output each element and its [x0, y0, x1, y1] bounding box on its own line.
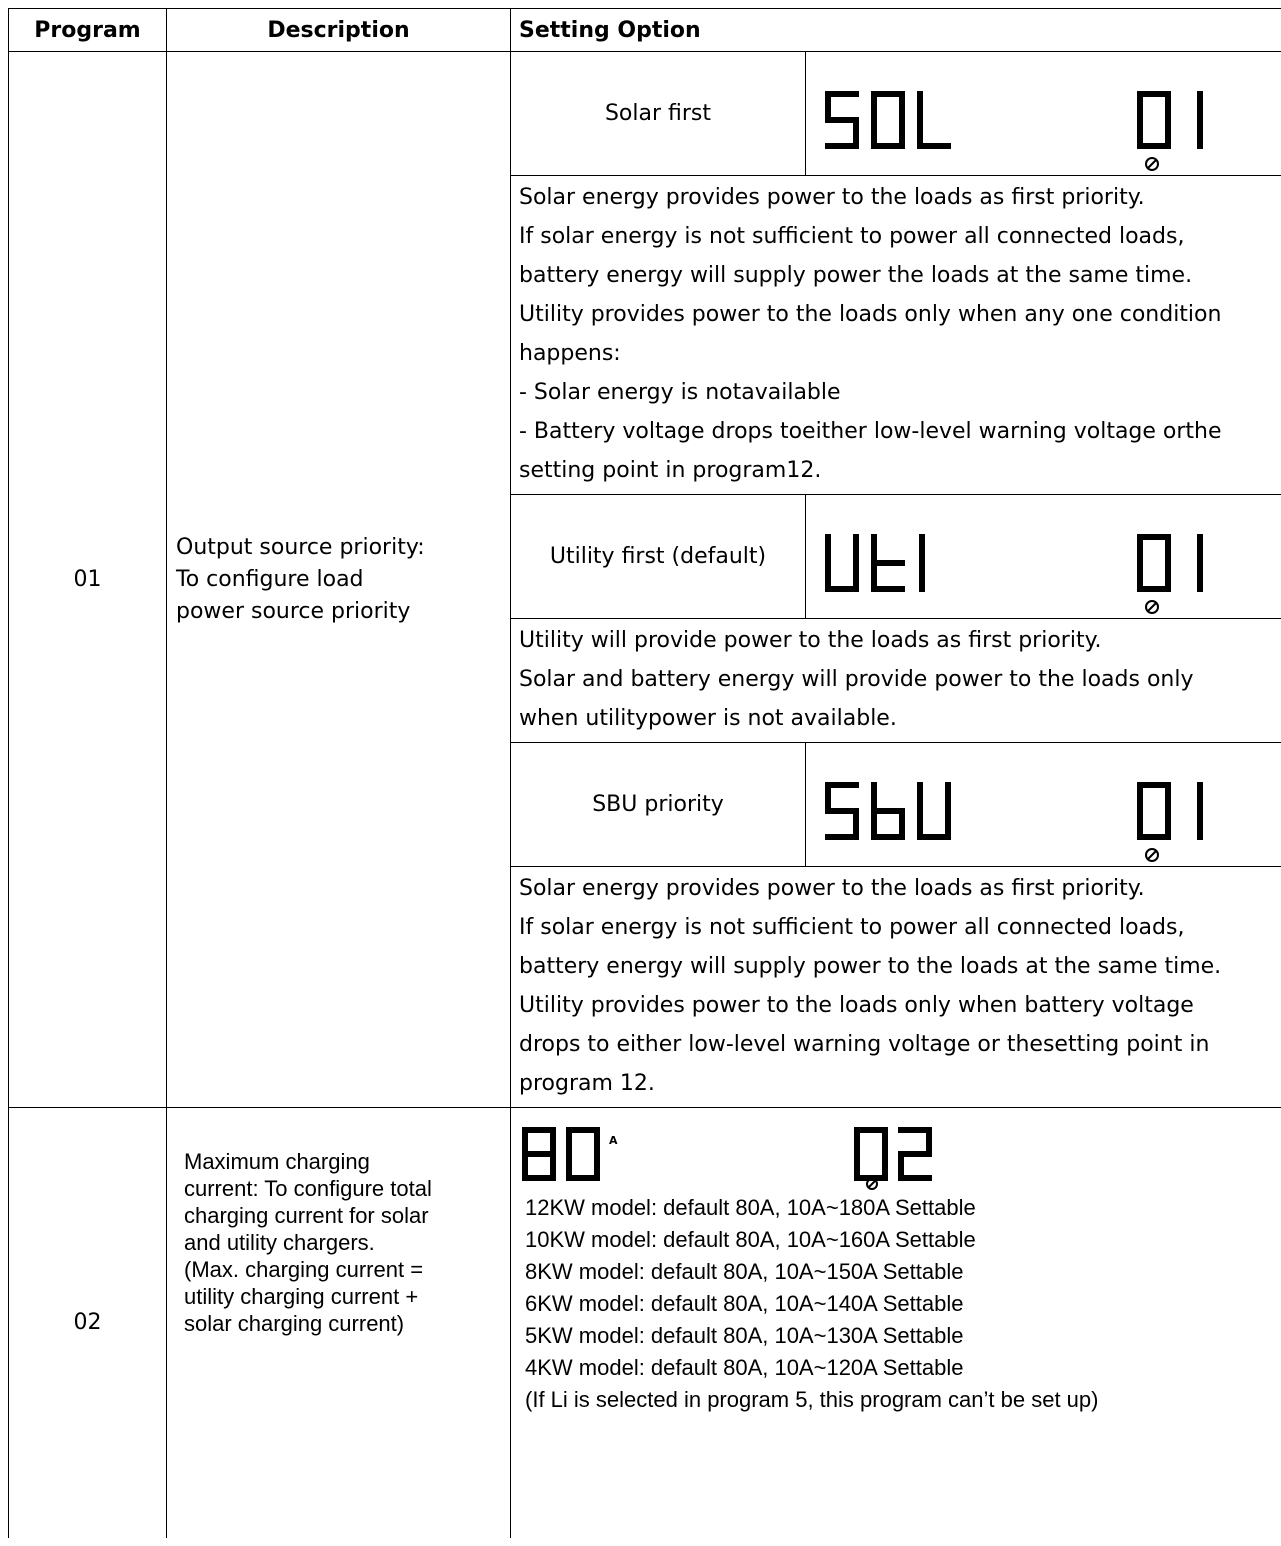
desc-line: Output source priority:	[176, 534, 425, 560]
lcd-char-b	[874, 785, 902, 837]
charging-current-list	[519, 1192, 1281, 1416]
lcd-unit: A	[609, 1134, 618, 1147]
lcd-char-S	[828, 785, 856, 837]
lcd-char-U	[828, 537, 856, 589]
detail-line: when utilitypower is not available.	[519, 706, 897, 731]
lcd-display-solar-first	[806, 52, 1281, 176]
detail-line: - Battery voltage drops toeither low-level warning voltage orthe	[519, 419, 1222, 444]
lcd-char-L	[920, 94, 948, 146]
list-item: (If Li is selected in program 5, this program can’t be set up)	[525, 1387, 1099, 1412]
lcd-display-charging-current	[519, 1124, 1239, 1190]
detail-line: Solar energy provides power to the loads as first priority.	[519, 876, 1145, 901]
detail-line: setting point in program12.	[519, 458, 822, 483]
desc-line: To configure load	[176, 566, 364, 592]
list-item: 8KW model: default 80A, 10A~150A Settable	[525, 1259, 964, 1284]
desc-line: power source priority	[176, 598, 411, 624]
detail-line: Utility provides power to the loads only when any one condition	[519, 302, 1222, 327]
list-item: 10KW model: default 80A, 10A~160A Settable	[525, 1227, 976, 1252]
setting-option-02	[511, 1108, 1281, 1538]
detail-line: - Solar energy is notavailable	[519, 380, 841, 405]
detail-line: Solar energy provides power to the loads as first priority.	[519, 185, 1145, 210]
detail-line: Utility provides power to the loads only when battery voltage	[519, 993, 1194, 1018]
detail-line: Utility will provide power to the loads as first priority.	[519, 628, 1102, 653]
lcd-segments	[806, 54, 1276, 174]
program-description-01	[167, 52, 511, 1108]
program-number-01: 01	[9, 52, 167, 1108]
option-name-sbu-priority: SBU priority	[511, 743, 806, 867]
option-name-utility-first: Utility first (default)	[511, 495, 806, 619]
detail-line: Solar and battery energy will provide power to the loads only	[519, 667, 1194, 692]
desc-line: charging current for solar	[184, 1203, 429, 1228]
lcd-char-0	[857, 1130, 885, 1178]
lcd-char-2	[901, 1130, 929, 1178]
lcd-display-utility-first	[806, 495, 1281, 619]
desc-line: and utility chargers.	[184, 1230, 375, 1255]
lcd-display-sbu-priority	[806, 743, 1281, 867]
list-item: 6KW model: default 80A, 10A~140A Settable	[525, 1291, 964, 1316]
lcd-char-U	[920, 785, 948, 837]
option-row-solar-first	[9, 52, 1281, 176]
detail-line: If solar energy is not sufficient to power all connected loads,	[519, 915, 1185, 940]
program-number-02: 02	[9, 1108, 167, 1538]
lcd-segments	[806, 497, 1276, 617]
lcd-char-t	[874, 537, 902, 589]
lcd-char-S	[828, 94, 856, 146]
setting-icon	[1146, 158, 1158, 170]
settings-table	[8, 8, 1281, 1538]
detail-line: drops to either low-level warning voltage or thesetting point in	[519, 1032, 1210, 1057]
option-name-solar-first: Solar first	[511, 52, 806, 176]
detail-line: happens:	[519, 341, 621, 366]
list-item: 5KW model: default 80A, 10A~130A Settable	[525, 1323, 964, 1348]
detail-line: program 12.	[519, 1071, 655, 1096]
lcd-char-O	[874, 94, 902, 146]
desc-line: current: To configure total	[184, 1176, 432, 1201]
header-program: Program	[9, 9, 167, 52]
program-row-02	[9, 1108, 1281, 1538]
desc-line: solar charging current)	[184, 1311, 405, 1336]
detail-text	[511, 619, 1281, 743]
lcd-segments	[806, 745, 1276, 865]
setting-icon	[1146, 849, 1158, 861]
detail-text	[511, 176, 1281, 495]
program-description-02	[167, 1108, 511, 1538]
detail-line: battery energy will supply power to the loads at the same time.	[519, 954, 1222, 979]
header-row	[9, 9, 1281, 52]
list-item: 12KW model: default 80A, 10A~180A Settable	[525, 1195, 976, 1220]
detail-line: If solar energy is not sufficient to power all connected loads,	[519, 224, 1185, 249]
lcd-char-8	[525, 1130, 553, 1178]
desc-line: (Max. charging current =	[184, 1257, 424, 1282]
lcd-char-0	[1140, 785, 1168, 837]
lcd-char-0	[1140, 537, 1168, 589]
detail-text	[511, 867, 1281, 1108]
setting-icon	[1146, 601, 1158, 613]
detail-line: battery energy will supply power the loads at the same time.	[519, 263, 1193, 288]
desc-line: utility charging current +	[184, 1284, 419, 1309]
lcd-char-0	[569, 1130, 597, 1178]
header-setting-option: Setting Option	[511, 9, 1281, 52]
list-item: 4KW model: default 80A, 10A~120A Settable	[525, 1355, 964, 1380]
lcd-char-0	[1140, 94, 1168, 146]
desc-line: Maximum charging	[184, 1149, 370, 1174]
header-description: Description	[167, 9, 511, 52]
